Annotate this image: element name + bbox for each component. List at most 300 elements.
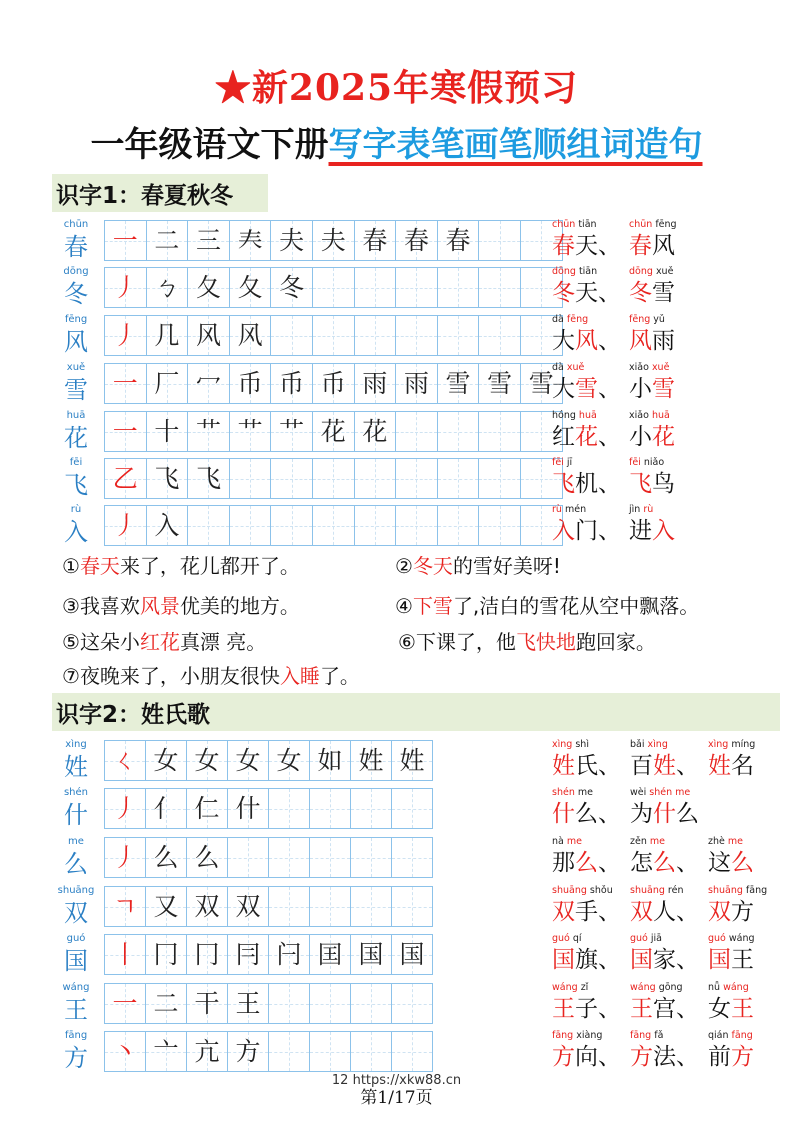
stroke-step: 币	[320, 369, 346, 398]
word-pinyin-1: nǚ	[708, 982, 721, 993]
section-header-2: 识字2：姓氏歌	[52, 693, 780, 731]
grid-cell	[147, 315, 189, 356]
word-hanzi	[630, 751, 699, 781]
grid-cell	[146, 788, 187, 829]
word-separator: 、	[676, 947, 699, 973]
stroke-step: 丿	[112, 794, 138, 823]
grid-cell	[438, 267, 480, 308]
grid-cell	[187, 983, 228, 1024]
word-pinyin	[552, 835, 621, 848]
grid-cell	[396, 505, 438, 546]
word-pinyin-2: xuě	[655, 266, 674, 277]
word-pinyin	[552, 981, 621, 994]
character-label	[56, 932, 96, 980]
grid-cell	[479, 458, 521, 499]
stroke-step: 艹	[195, 417, 221, 446]
word-prefix: 前	[708, 1044, 731, 1070]
grid-cell	[438, 458, 480, 499]
grid-cell	[187, 934, 228, 975]
word-suffix: 旗	[575, 947, 598, 973]
word-target-char: 方	[552, 1044, 575, 1070]
word-pinyin	[552, 503, 621, 516]
word-compound	[552, 313, 621, 356]
grid-cell	[269, 837, 310, 878]
grid-cell	[269, 886, 310, 927]
stroke-step: 如	[317, 746, 343, 775]
word-suffix: 雨	[652, 328, 675, 354]
word-target-char: 王	[552, 996, 575, 1022]
grid-cell	[355, 411, 397, 452]
word-pinyin	[629, 503, 675, 516]
word-pinyin-2: rù	[643, 504, 654, 515]
grid-cell	[105, 740, 146, 781]
word-pinyin-1: fēi	[552, 457, 564, 468]
word-target-char: 双	[708, 899, 731, 925]
word-suffix: 方	[731, 899, 754, 925]
character-pinyin: fēi	[69, 457, 83, 468]
grid-cell	[271, 458, 313, 499]
character-label	[56, 361, 96, 409]
word-separator: 、	[598, 753, 621, 779]
grid-cell	[355, 505, 397, 546]
word-compound	[552, 456, 621, 499]
stroke-step: 女	[194, 746, 220, 775]
word-pinyin-2: gōng	[658, 982, 683, 993]
sentence-2: ②冬天的雪好美呀!	[395, 554, 561, 578]
sentence-1: ①春天来了，花儿都开了。	[62, 554, 300, 578]
grid-cell	[438, 220, 480, 261]
grid-cell	[310, 740, 351, 781]
word-separator: 、	[598, 947, 621, 973]
word-pinyin-2: me	[727, 836, 743, 847]
word-pinyin	[630, 932, 699, 945]
grid-cell	[355, 220, 397, 261]
character-pinyin: fāng	[64, 1030, 88, 1041]
grid-cell	[188, 411, 230, 452]
stroke-step: 花	[362, 417, 388, 446]
word-hanzi	[630, 994, 699, 1024]
grid-cell	[146, 934, 187, 975]
sentence-4: ④下雪了,洁白的雪花从空中飘落。	[395, 594, 700, 618]
word-pinyin	[708, 932, 755, 945]
sentence-7: ⑦夜晚来了，小朋友很快入睡了。	[62, 664, 360, 688]
stroke-step: 春	[362, 226, 388, 255]
word-hanzi	[552, 1042, 621, 1072]
stroke-order-grid	[104, 837, 433, 878]
sentence-5: ⑤这朵小红花真漂 亮。	[62, 630, 267, 654]
word-pinyin-2: yǔ	[653, 314, 665, 325]
grid-cell	[392, 740, 433, 781]
grid-cell	[392, 1031, 433, 1072]
grid-cell	[479, 267, 521, 308]
stroke-step: 春	[445, 226, 471, 255]
word-pinyin	[552, 265, 621, 278]
word-pinyin-1: hóng	[552, 410, 576, 421]
grid-cell	[438, 505, 480, 546]
word-pinyin	[629, 361, 675, 374]
stroke-step: 干	[194, 989, 220, 1018]
word-hanzi	[552, 848, 621, 878]
grid-cell	[271, 363, 313, 404]
grid-cell	[105, 267, 147, 308]
word-compound	[630, 786, 699, 829]
word-compound	[708, 1029, 754, 1072]
word-target-char: 王	[630, 996, 653, 1022]
word-hanzi	[708, 994, 754, 1024]
word-pinyin	[552, 884, 621, 897]
word-pinyin-2: wáng	[728, 933, 755, 944]
word-target-char: 雪	[575, 376, 598, 402]
word-pinyin-1: fēng	[629, 314, 651, 325]
stroke-order-grid	[104, 458, 563, 499]
grid-cell	[310, 1031, 351, 1072]
word-pinyin-2: jī	[566, 457, 573, 468]
grid-cell	[313, 505, 355, 546]
word-pinyin-1: zhè	[708, 836, 725, 847]
word-target-char: 风	[629, 328, 652, 354]
grid-cell	[147, 220, 189, 261]
stroke-order-grid	[104, 505, 563, 546]
word-pinyin-2: tiān	[578, 266, 598, 277]
word-separator: 、	[676, 850, 699, 876]
grid-cell	[105, 934, 146, 975]
character-pinyin: xìng	[65, 739, 87, 750]
word-pinyin-1: dōng	[552, 266, 576, 277]
character-hanzi: 么	[64, 850, 88, 878]
grid-cell	[521, 363, 563, 404]
stroke-step: 夂	[237, 273, 263, 302]
grid-cell	[269, 1031, 310, 1072]
stroke-step: 国	[399, 940, 425, 969]
character-hanzi: 飞	[64, 471, 88, 499]
word-hanzi	[708, 751, 755, 781]
word-pinyin-1: bǎi	[630, 739, 645, 750]
page-subtitle	[0, 117, 793, 166]
stroke-step: 么	[153, 843, 179, 872]
grid-cell	[147, 505, 189, 546]
word-prefix: 百	[630, 753, 653, 779]
word-suffix: 手	[575, 899, 598, 925]
stroke-step: 风	[237, 321, 263, 350]
grid-cell	[355, 315, 397, 356]
word-suffix: 门	[575, 518, 598, 544]
word-pinyin-2: zǐ	[580, 982, 589, 993]
grid-cell	[187, 837, 228, 878]
word-pinyin-2: xiàng	[576, 1030, 603, 1041]
grid-cell	[105, 1031, 146, 1072]
word-compound	[552, 835, 621, 878]
grid-cell	[147, 411, 189, 452]
character-label	[56, 409, 96, 457]
stroke-step: 姓	[358, 746, 384, 775]
character-label	[56, 786, 96, 834]
word-pinyin-2: fǎ	[654, 1030, 664, 1041]
word-pinyin	[552, 1029, 621, 1042]
grid-cell	[230, 315, 272, 356]
grid-cell	[147, 363, 189, 404]
grid-cell	[310, 837, 351, 878]
word-pinyin	[552, 409, 621, 422]
character-label	[56, 456, 96, 504]
word-pinyin-1: wèi	[630, 787, 647, 798]
stroke-step: 丿	[112, 511, 138, 540]
word-target-char: 飞	[552, 471, 575, 497]
grid-cell	[105, 983, 146, 1024]
word-pinyin	[708, 835, 754, 848]
word-pinyin-1: fāng	[630, 1030, 652, 1041]
word-target-char: 王	[731, 996, 754, 1022]
word-pinyin	[552, 738, 621, 751]
word-compound	[630, 1029, 699, 1072]
word-prefix: 大	[552, 328, 575, 354]
word-target-char: 双	[630, 899, 653, 925]
character-label	[56, 265, 96, 313]
word-target-char: 么	[575, 850, 598, 876]
word-target-char: 雪	[652, 376, 675, 402]
word-compound	[552, 503, 621, 546]
word-pinyin-1: xiǎo	[629, 362, 649, 373]
word-pinyin-1: rù	[552, 504, 562, 515]
stroke-step: 冬	[279, 273, 305, 302]
grid-cell	[230, 267, 272, 308]
subtitle-prefix: 一年级语文下册	[90, 125, 329, 165]
grid-cell	[146, 886, 187, 927]
word-hanzi	[552, 422, 621, 452]
stroke-step: 十	[154, 417, 180, 446]
grid-cell	[313, 363, 355, 404]
word-prefix: 小	[629, 376, 652, 402]
stroke-step: ㄅ	[154, 273, 180, 302]
character-pinyin: huā	[66, 410, 86, 421]
word-compound	[552, 265, 621, 308]
word-compound	[552, 218, 621, 261]
character-label	[56, 884, 96, 932]
word-compound	[629, 265, 675, 308]
word-pinyin-2: wáng	[723, 982, 749, 993]
grid-cell	[392, 983, 433, 1024]
stroke-step: 国	[358, 940, 384, 969]
word-hanzi	[552, 799, 621, 829]
stroke-step: 姓	[399, 746, 425, 775]
stroke-step: 冃	[235, 940, 261, 969]
grid-cell	[188, 267, 230, 308]
grid-cell	[313, 315, 355, 356]
stroke-order-grid	[104, 220, 563, 261]
word-compound	[630, 738, 699, 781]
grid-cell	[351, 788, 392, 829]
word-prefix: 女	[708, 996, 731, 1022]
stroke-step: 双	[235, 892, 261, 921]
stroke-step: 女	[235, 746, 261, 775]
word-pinyin	[708, 738, 755, 751]
grid-cell	[187, 1031, 228, 1072]
character-hanzi: 冬	[64, 280, 88, 308]
grid-cell	[313, 220, 355, 261]
word-separator: 、	[598, 850, 621, 876]
word-pinyin	[630, 835, 699, 848]
word-separator: 、	[598, 899, 621, 925]
sentence-6: ⑥下课了，他飞快地跑回家。	[398, 630, 656, 654]
character-label	[56, 313, 96, 361]
word-pinyin-2: mén	[564, 504, 587, 515]
word-separator: 、	[598, 518, 621, 544]
word-compound	[552, 738, 621, 781]
stroke-step: 亻	[153, 794, 179, 823]
grid-cell	[479, 363, 521, 404]
word-pinyin-2: shén me	[649, 787, 691, 798]
word-pinyin	[629, 218, 677, 231]
word-pinyin-2: huā	[651, 410, 670, 421]
character-hanzi: 什	[64, 801, 88, 829]
word-separator: 、	[598, 996, 621, 1022]
word-target-char: 方	[731, 1044, 754, 1070]
word-target-char: 么	[653, 850, 676, 876]
word-separator: 、	[598, 328, 621, 354]
word-suffix: 么	[575, 801, 598, 827]
word-pinyin-2: xìng	[647, 739, 668, 750]
word-target-char: 入	[552, 518, 575, 544]
word-pinyin	[552, 456, 621, 469]
word-pinyin-2: niǎo	[643, 457, 665, 468]
stroke-step: 一	[112, 417, 138, 446]
grid-cell	[105, 788, 146, 829]
character-pinyin: wáng	[62, 982, 90, 993]
grid-cell	[438, 363, 480, 404]
word-pinyin-2: huā	[578, 410, 597, 421]
word-pinyin-2: fēng	[655, 219, 677, 230]
grid-cell	[230, 458, 272, 499]
grid-cell	[479, 505, 521, 546]
word-suffix: 天	[575, 233, 598, 259]
character-pinyin: rù	[70, 504, 82, 515]
word-target-char: 双	[552, 899, 575, 925]
grid-cell	[228, 788, 269, 829]
grid-cell	[230, 220, 272, 261]
character-pinyin: dōng	[63, 266, 89, 277]
word-compound	[708, 932, 755, 975]
word-pinyin	[708, 981, 754, 994]
stroke-step: 女	[153, 746, 179, 775]
word-pinyin-2: fāng	[731, 1030, 753, 1041]
grid-cell	[146, 740, 187, 781]
grid-cell	[479, 411, 521, 452]
grid-cell	[351, 983, 392, 1024]
stroke-step: 飞	[195, 464, 221, 493]
grid-cell	[351, 934, 392, 975]
grid-cell	[187, 788, 228, 829]
character-hanzi: 王	[64, 996, 88, 1024]
stroke-step: 二	[153, 989, 179, 1018]
grid-cell	[438, 315, 480, 356]
word-pinyin-1: chūn	[629, 219, 653, 230]
grid-cell	[392, 788, 433, 829]
word-suffix: 鸟	[652, 471, 675, 497]
word-suffix: 风	[652, 233, 675, 259]
word-pinyin-2: rén	[667, 885, 684, 896]
stroke-step: 几	[154, 321, 180, 350]
stroke-step: 仁	[194, 794, 220, 823]
word-pinyin	[630, 786, 699, 799]
word-separator: 、	[598, 801, 621, 827]
stroke-step: 飞	[154, 464, 180, 493]
word-target-char: 风	[575, 328, 598, 354]
word-target-char: 冬	[552, 280, 575, 306]
word-compound	[629, 218, 677, 261]
stroke-step: 艹	[279, 417, 305, 446]
stroke-step: 币	[237, 369, 263, 398]
subtitle-highlight: 写字表笔画笔顺组词造句	[328, 125, 703, 165]
word-separator: 、	[598, 233, 621, 259]
stroke-order-grid	[104, 886, 433, 927]
character-label	[56, 218, 96, 266]
word-pinyin-2: xuě	[566, 362, 585, 373]
grid-cell	[228, 983, 269, 1024]
word-hanzi	[552, 751, 621, 781]
stroke-order-grid	[104, 363, 563, 404]
word-compound	[629, 503, 675, 546]
word-separator: 、	[598, 1044, 621, 1070]
word-target-char: 国	[630, 947, 653, 973]
grid-cell	[355, 458, 397, 499]
stroke-order-grid	[104, 411, 563, 452]
word-hanzi	[630, 799, 699, 829]
word-suffix: 名	[731, 753, 754, 779]
word-pinyin-1: xìng	[552, 739, 573, 750]
stroke-step: 夫	[320, 226, 346, 255]
word-pinyin-2: me	[566, 836, 582, 847]
grid-cell	[351, 886, 392, 927]
stroke-step: 冖	[195, 369, 221, 398]
word-separator: 、	[676, 996, 699, 1022]
stroke-order-grid	[104, 934, 433, 975]
word-pinyin-1: guó	[630, 933, 648, 944]
stroke-step: 艹	[237, 417, 263, 446]
word-pinyin-1: nà	[552, 836, 564, 847]
stroke-step: ㄑ	[112, 746, 138, 775]
stroke-step: 丶	[112, 1037, 138, 1066]
word-prefix: 小	[629, 424, 652, 450]
word-separator: 、	[598, 280, 621, 306]
stroke-step: 雨	[403, 369, 429, 398]
character-hanzi: 春	[64, 233, 88, 261]
word-hanzi	[552, 897, 621, 927]
grid-cell	[392, 934, 433, 975]
grid-cell	[396, 315, 438, 356]
stroke-step: 丿	[112, 321, 138, 350]
stroke-step: 么	[194, 843, 220, 872]
word-prefix: 怎	[630, 850, 653, 876]
stroke-step: 夂	[195, 273, 221, 302]
word-pinyin	[552, 932, 621, 945]
word-pinyin-1: dà	[552, 314, 564, 325]
stroke-step: 春	[403, 226, 429, 255]
grid-cell	[188, 315, 230, 356]
word-pinyin-1: jìn	[629, 504, 641, 515]
stroke-step: 雪	[487, 369, 513, 398]
word-target-char: 春	[552, 233, 575, 259]
word-pinyin	[629, 456, 675, 469]
stroke-step: 雨	[362, 369, 388, 398]
word-pinyin	[629, 409, 675, 422]
grid-cell	[105, 505, 147, 546]
word-pinyin-2: qí	[572, 933, 582, 944]
word-compound	[629, 361, 675, 404]
stroke-step: 夫	[279, 226, 305, 255]
word-prefix: 进	[629, 518, 652, 544]
stroke-step: 雪	[528, 369, 554, 398]
word-hanzi	[552, 374, 621, 404]
grid-cell	[105, 886, 146, 927]
